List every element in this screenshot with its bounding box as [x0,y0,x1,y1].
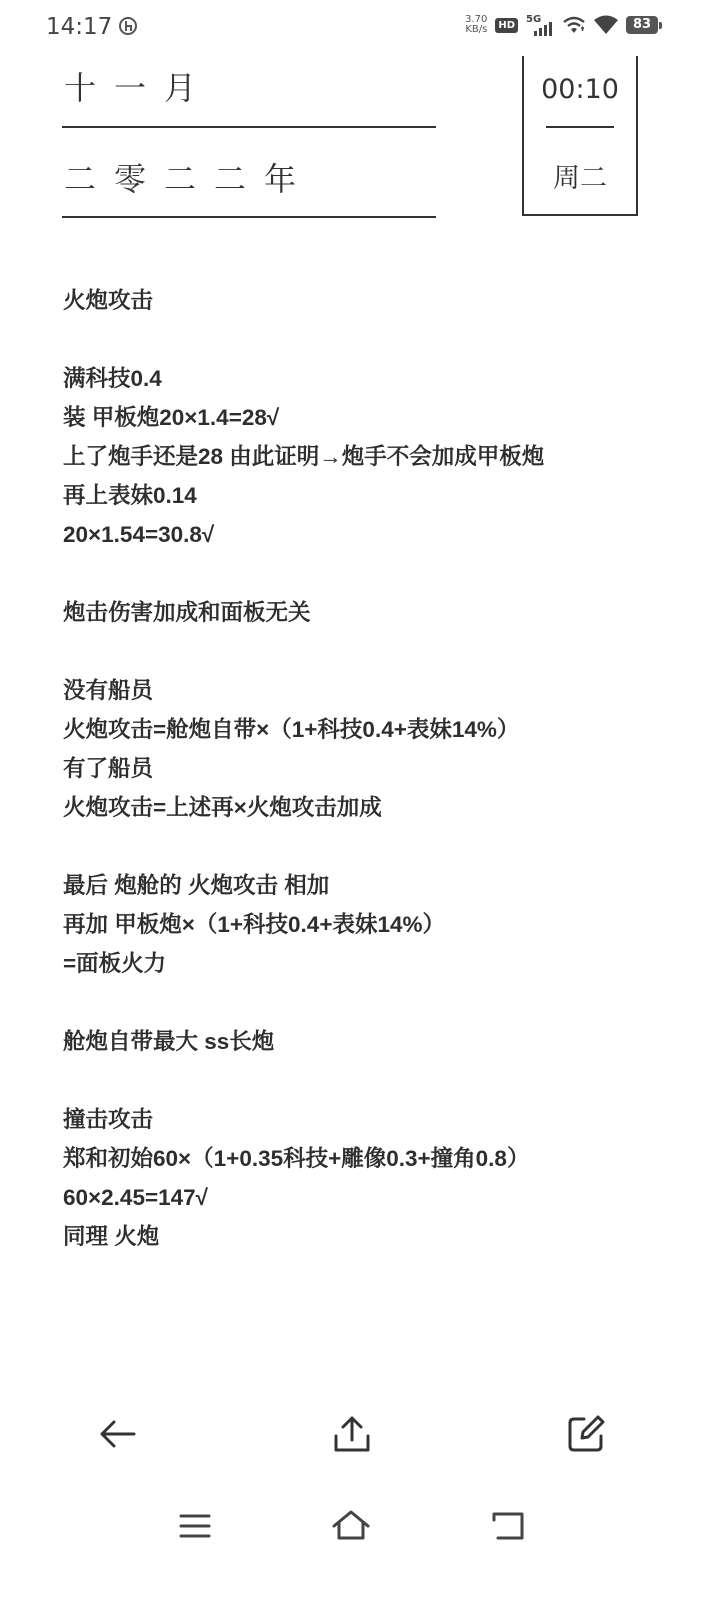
weekday-label: 周二 [553,163,607,194]
note-line: 撞击攻击 [63,1107,154,1132]
date-card-divider [546,126,614,128]
note-line: 上了炮手还是28 由此证明→炮手不会加成甲板炮 [63,444,545,469]
network-type: 5G [526,14,542,25]
note-blank-line [63,320,663,359]
note-line: 最后 炮舱的 火炮攻击 相加 [63,873,330,898]
month-divider [62,126,436,128]
battery-level: 83 [632,17,652,32]
note-line: 20×1.54=30.8√ [63,522,215,547]
network-speed-value: 3.70 [465,14,488,25]
month-label: 十一月 [64,69,215,107]
note-line: 火炮攻击 [63,288,154,313]
network-speed-unit: KB/s [465,24,488,35]
note-line: 没有船员 [63,678,154,703]
battery-icon [626,16,658,34]
note-line: 满科技0.4 [63,366,162,391]
note-blank-line [63,632,663,671]
status-time: 14:17 [46,14,113,40]
note-line: 火炮攻击=上述再×火炮攻击加成 [63,795,382,820]
note-body[interactable] [63,281,663,1256]
cellular-signal-icon [526,14,554,36]
note-line: 装 甲板炮20×1.4=28√ [63,405,280,430]
note-line: 火炮攻击=舱炮自带×（1+科技0.4+表妹14%） [63,717,520,742]
note-blank-line [63,827,663,866]
date-card [522,56,638,216]
menu-icon[interactable] [175,1506,215,1546]
note-blank-line [63,554,663,593]
note-line: 郑和初始60×（1+0.35科技+雕像0.3+撞角0.8） [63,1146,530,1171]
note-line: 再加 甲板炮×（1+科技0.4+表妹14%） [63,912,445,937]
edit-icon[interactable] [564,1412,608,1456]
wifi-icon-secondary [562,15,586,35]
network-speed [465,15,487,35]
note-line: 舱炮自带最大 ss长炮 [63,1029,275,1054]
home-icon[interactable] [331,1506,371,1546]
return-icon[interactable] [488,1506,528,1546]
note-line: 同理 火炮 [63,1224,160,1249]
note-line: =面板火力 [63,951,167,976]
year-divider [62,216,436,218]
note-line: 炮击伤害加成和面板无关 [63,600,311,625]
note-blank-line [63,983,663,1022]
note-line: 有了船员 [63,756,154,781]
do-not-disturb-icon [118,16,138,36]
year-label: 二零二二年 [64,160,315,198]
wifi-icon [594,15,618,35]
note-line: 再上表妹0.14 [63,483,197,508]
clock-label: 00:10 [541,74,619,105]
note-line: 60×2.45=147√ [63,1185,208,1210]
back-arrow-icon[interactable] [96,1412,140,1456]
share-icon[interactable] [330,1412,374,1456]
note-blank-line [63,1061,663,1100]
hd-voice-icon: HD [495,18,518,33]
status-bar [0,0,720,56]
